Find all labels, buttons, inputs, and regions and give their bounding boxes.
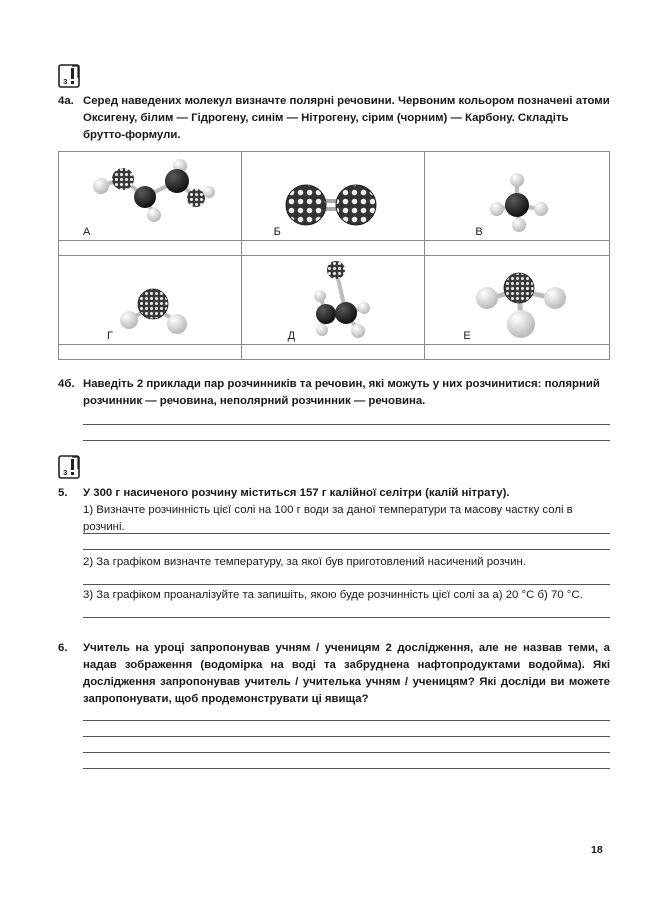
svg-text:з: з [63, 76, 68, 86]
task-text: Наведіть 2 приклади пар розчинників та речовин, які можуть у них розчинитися: полярний розчинник — речовина, неполярний розчинник — речовина. [83, 378, 600, 407]
molecule-cell-e [425, 256, 610, 345]
answer-line[interactable] [83, 549, 610, 550]
answer-line[interactable] [83, 533, 610, 534]
molecule-label: Б [273, 226, 281, 238]
answer-line[interactable] [83, 440, 610, 441]
water-molecule-icon [59, 256, 242, 345]
question-text: 2) За графіком визначте температуру, за якої був приготовлений насичений розчин. [83, 556, 526, 568]
task-5 [58, 485, 610, 502]
task-5-question-3 [58, 587, 610, 604]
dioxygen-molecule-icon [242, 152, 426, 241]
task-5-question-2 [58, 554, 610, 571]
methane-molecule-icon [425, 152, 610, 241]
svg-text:з: з [63, 467, 68, 477]
question-text: 1) Визначте розчинність цієї солі на 100 г води за даної температури та масову частку солі в розчині. [83, 504, 573, 533]
answer-line[interactable] [83, 584, 610, 585]
formula-cell[interactable] [425, 241, 610, 256]
task-4a [58, 93, 610, 144]
molecule-label: А [83, 226, 91, 238]
task-4b [58, 376, 610, 410]
molecule-table [58, 151, 610, 360]
answer-line[interactable] [83, 752, 610, 753]
answer-line[interactable] [83, 720, 610, 721]
task-text: Учитель на уроці запропонував учням / ученицям 2 дослідження, але не назвав теми, а надав зображення (водомірка на воді та забруднена нафтопродуктами водойма). Які дослідження запропонував учитель / учителька учням / ученицям? Які досліди ви можете запропонувати, щоб продемонструвати ці явища? [83, 642, 610, 705]
formula-cell[interactable] [241, 241, 425, 256]
task-type-badge-icon [58, 64, 82, 90]
question-text: 3) За графіком проаналізуйте та запишіть, якою буде розчинність цієї солі за а) 20 °С б) 70 °С. [83, 589, 583, 601]
molecule-label: Е [463, 330, 471, 342]
methanol-like-molecule-icon [242, 256, 426, 345]
answer-line[interactable] [83, 768, 610, 769]
answer-line[interactable] [83, 736, 610, 737]
formula-cell[interactable] [425, 345, 610, 360]
formula-cell[interactable] [59, 241, 242, 256]
task-number: 5. [58, 487, 68, 499]
task-6 [58, 640, 610, 708]
task-number: 4б. [58, 378, 75, 390]
task-type-badge-icon [58, 455, 82, 481]
task-number: 4а. [58, 95, 74, 107]
molecule-cell-a [59, 152, 242, 241]
answer-line[interactable] [83, 424, 610, 425]
task-text: Серед наведених молекул визначте полярні речовини. Червоним кольором позначені атоми Оксигену, білим — Гідрогену, синім — Нітрогену, сірим (чорним) — Карбону. Складіть брутто-формули. [83, 95, 610, 141]
task-5-question-1 [58, 502, 610, 536]
molecule-label: Д [287, 330, 296, 342]
ammonia-like-molecule-icon [425, 256, 610, 345]
molecule-label: В [475, 226, 483, 238]
page-number: 18 [591, 844, 603, 856]
molecule-label: Г [107, 330, 113, 342]
task-text: У 300 г насиченого розчину міститься 157 г калійної селітри (калій нітрату). [83, 487, 510, 499]
formula-cell[interactable] [241, 345, 425, 360]
molecule-cell-d [241, 256, 425, 345]
formula-cell[interactable] [59, 345, 242, 360]
molecule-cell-c [425, 152, 610, 241]
answer-line[interactable] [83, 617, 610, 618]
task-number: 6. [58, 642, 68, 654]
molecule-cell-g [59, 256, 242, 345]
molecule-cell-b [241, 152, 425, 241]
